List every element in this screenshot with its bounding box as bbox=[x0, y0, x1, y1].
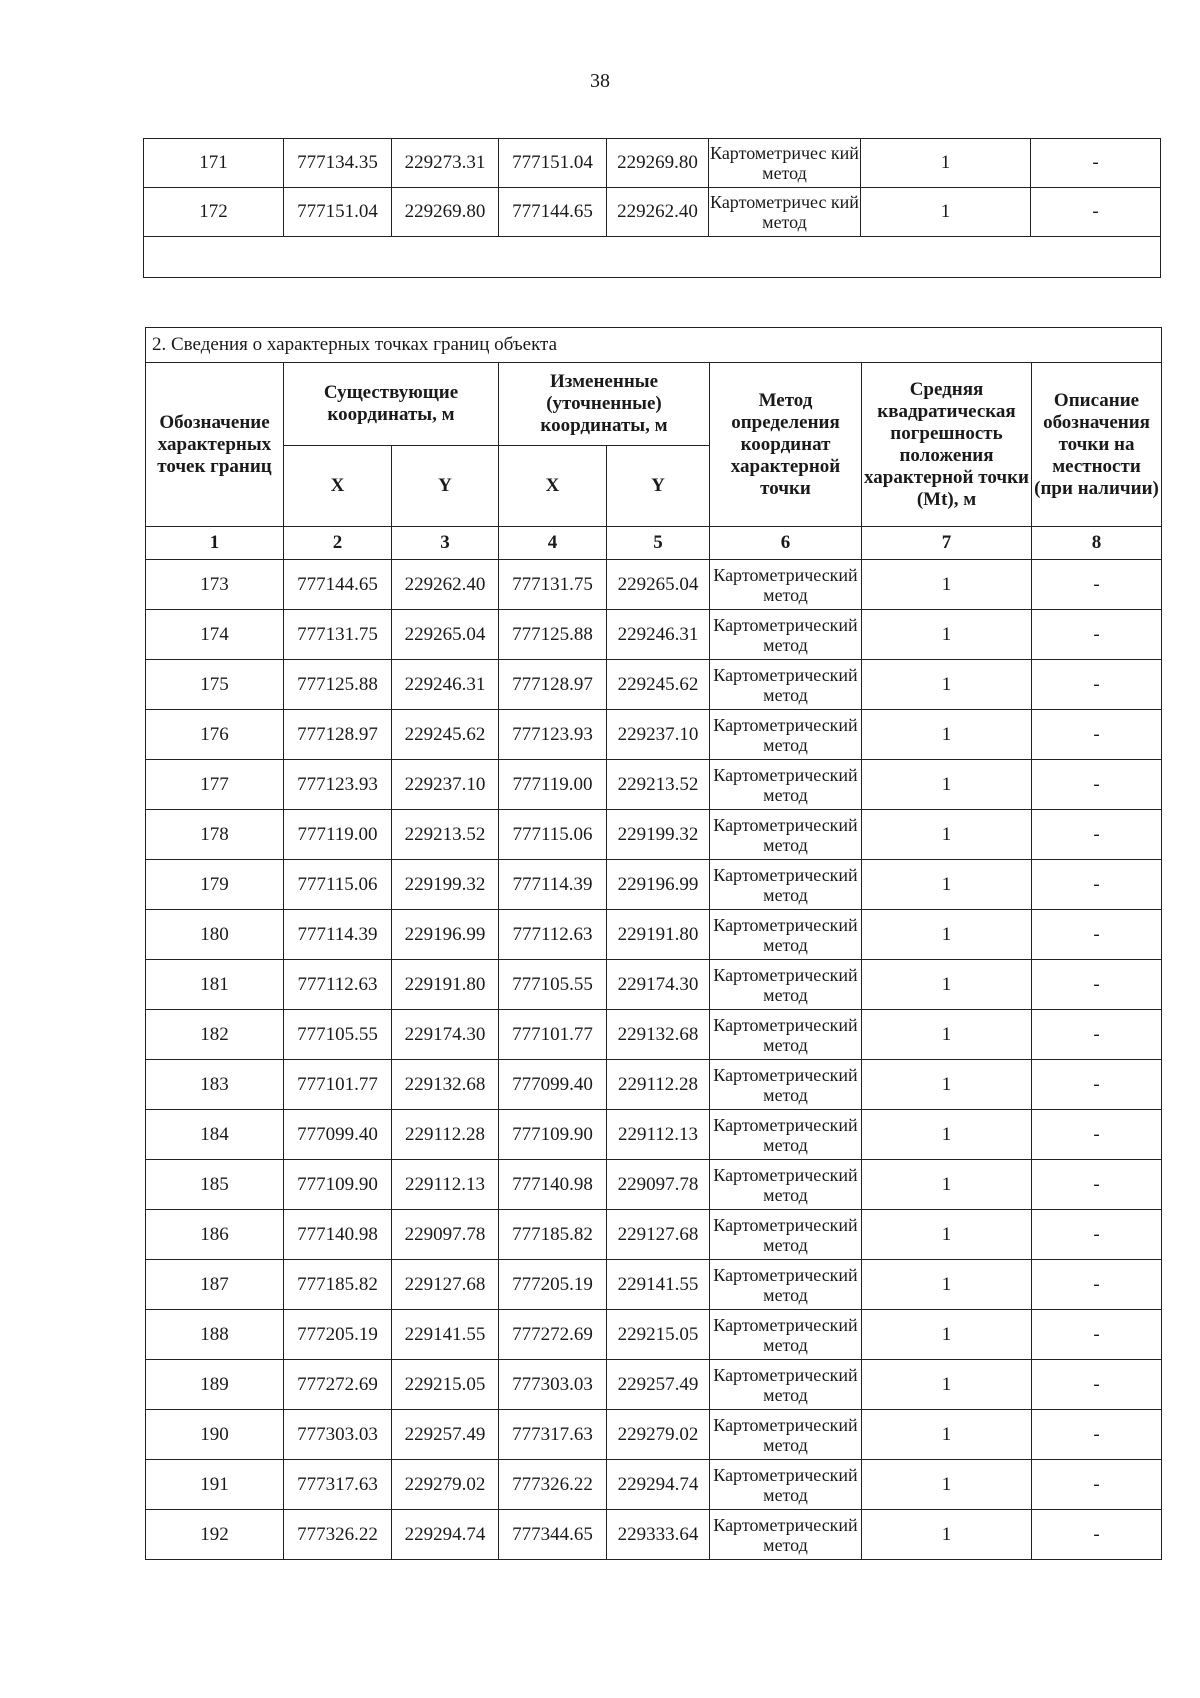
column-number: 3 bbox=[392, 527, 499, 560]
point-id-cell: 187 bbox=[146, 1260, 284, 1310]
changed-y-cell: 229333.64 bbox=[607, 1510, 710, 1560]
table-row bbox=[146, 860, 1162, 910]
description-cell: - bbox=[1032, 1260, 1162, 1310]
point-id-cell: 190 bbox=[146, 1410, 284, 1460]
method-cell: Картометрический метод bbox=[710, 960, 862, 1010]
header-changed-x: X bbox=[499, 446, 607, 527]
description-cell: - bbox=[1032, 1360, 1162, 1410]
existing-x-cell: 777205.19 bbox=[284, 1310, 392, 1360]
existing-y-cell: 229191.80 bbox=[392, 960, 499, 1010]
accuracy-cell: 1 bbox=[862, 710, 1032, 760]
description-cell: - bbox=[1032, 1160, 1162, 1210]
accuracy-cell: 1 bbox=[862, 1510, 1032, 1560]
changed-y-cell: 229265.04 bbox=[607, 560, 710, 610]
accuracy-cell: 1 bbox=[862, 1010, 1032, 1060]
method-cell: Картометрический метод bbox=[710, 1010, 862, 1060]
changed-y-cell: 229112.13 bbox=[607, 1110, 710, 1160]
changed-x-cell: 777128.97 bbox=[499, 660, 607, 710]
description-cell: - bbox=[1032, 1010, 1162, 1060]
existing-y-cell: 229273.31 bbox=[392, 139, 499, 188]
accuracy-cell: 1 bbox=[862, 810, 1032, 860]
existing-x-cell: 777119.00 bbox=[284, 810, 392, 860]
point-id-cell: 178 bbox=[146, 810, 284, 860]
existing-x-cell: 777112.63 bbox=[284, 960, 392, 1010]
description-cell: - bbox=[1032, 1210, 1162, 1260]
changed-x-cell: 777105.55 bbox=[499, 960, 607, 1010]
changed-x-cell: 777099.40 bbox=[499, 1060, 607, 1110]
existing-x-cell: 777151.04 bbox=[284, 188, 392, 237]
description-cell: - bbox=[1032, 860, 1162, 910]
empty-row bbox=[144, 237, 1161, 278]
changed-y-cell: 229245.62 bbox=[607, 660, 710, 710]
existing-x-cell: 777303.03 bbox=[284, 1410, 392, 1460]
header-existing-y: Y bbox=[392, 446, 499, 527]
method-cell: Картометрический метод bbox=[710, 710, 862, 760]
method-cell: Картометрический метод bbox=[710, 910, 862, 960]
changed-x-cell: 777272.69 bbox=[499, 1310, 607, 1360]
existing-x-cell: 777317.63 bbox=[284, 1460, 392, 1510]
changed-x-cell: 777125.88 bbox=[499, 610, 607, 660]
section-title: 2. Сведения о характерных точках границ объекта bbox=[146, 328, 1162, 363]
accuracy-cell: 1 bbox=[862, 660, 1032, 710]
existing-x-cell: 777105.55 bbox=[284, 1010, 392, 1060]
existing-x-cell: 777125.88 bbox=[284, 660, 392, 710]
existing-y-cell: 229132.68 bbox=[392, 1060, 499, 1110]
changed-x-cell: 777326.22 bbox=[499, 1460, 607, 1510]
existing-y-cell: 229141.55 bbox=[392, 1310, 499, 1360]
table-row bbox=[146, 1460, 1162, 1510]
changed-y-cell: 229262.40 bbox=[607, 188, 709, 237]
table-row bbox=[146, 710, 1162, 760]
existing-y-cell: 229269.80 bbox=[392, 188, 499, 237]
changed-y-cell: 229174.30 bbox=[607, 960, 710, 1010]
point-id-cell: 174 bbox=[146, 610, 284, 660]
existing-y-cell: 229294.74 bbox=[392, 1510, 499, 1560]
changed-x-cell: 777112.63 bbox=[499, 910, 607, 960]
accuracy-cell: 1 bbox=[862, 1310, 1032, 1360]
accuracy-cell: 1 bbox=[862, 960, 1032, 1010]
header-description: Описание обозначения точки на местности (при наличии) bbox=[1032, 363, 1162, 527]
accuracy-cell: 1 bbox=[862, 1410, 1032, 1460]
point-id-cell: 172 bbox=[144, 188, 284, 237]
column-number: 1 bbox=[146, 527, 284, 560]
changed-x-cell: 777114.39 bbox=[499, 860, 607, 910]
changed-x-cell: 777344.65 bbox=[499, 1510, 607, 1560]
existing-x-cell: 777123.93 bbox=[284, 760, 392, 810]
existing-y-cell: 229279.02 bbox=[392, 1460, 499, 1510]
table-row bbox=[144, 188, 1161, 237]
existing-x-cell: 777131.75 bbox=[284, 610, 392, 660]
existing-x-cell: 777134.35 bbox=[284, 139, 392, 188]
changed-x-cell: 777185.82 bbox=[499, 1210, 607, 1260]
point-id-cell: 182 bbox=[146, 1010, 284, 1060]
accuracy-cell: 1 bbox=[862, 1460, 1032, 1510]
method-cell: Картометрический метод bbox=[710, 810, 862, 860]
method-cell: Картометрический метод bbox=[710, 660, 862, 710]
point-id-cell: 171 bbox=[144, 139, 284, 188]
method-cell: Картометрический метод bbox=[710, 1310, 862, 1360]
description-cell: - bbox=[1032, 1410, 1162, 1460]
changed-y-cell: 229112.28 bbox=[607, 1060, 710, 1110]
point-id-cell: 175 bbox=[146, 660, 284, 710]
existing-x-cell: 777185.82 bbox=[284, 1260, 392, 1310]
page-number: 38 bbox=[590, 70, 610, 92]
existing-x-cell: 777144.65 bbox=[284, 560, 392, 610]
method-cell: Картометрический метод bbox=[710, 1510, 862, 1560]
method-cell: Картометрический метод bbox=[710, 1160, 862, 1210]
method-cell: Картометрический метод bbox=[710, 860, 862, 910]
table-row bbox=[146, 1110, 1162, 1160]
table-row bbox=[146, 810, 1162, 860]
point-id-cell: 191 bbox=[146, 1460, 284, 1510]
method-cell: Картометрический метод bbox=[710, 1260, 862, 1310]
method-cell: Картометрический метод bbox=[710, 1210, 862, 1260]
header-existing-x: X bbox=[284, 446, 392, 527]
changed-y-cell: 229269.80 bbox=[607, 139, 709, 188]
method-cell: Картометрический метод bbox=[710, 1360, 862, 1410]
table-row bbox=[146, 760, 1162, 810]
changed-x-cell: 777109.90 bbox=[499, 1110, 607, 1160]
method-cell: Картометрический метод bbox=[710, 760, 862, 810]
accuracy-cell: 1 bbox=[861, 139, 1031, 188]
table-row bbox=[146, 1410, 1162, 1460]
point-id-cell: 184 bbox=[146, 1110, 284, 1160]
accuracy-cell: 1 bbox=[862, 1160, 1032, 1210]
method-cell: Картометричес кий метод bbox=[709, 139, 861, 188]
existing-y-cell: 229174.30 bbox=[392, 1010, 499, 1060]
changed-y-cell: 229199.32 bbox=[607, 810, 710, 860]
table-row bbox=[146, 1060, 1162, 1110]
existing-y-cell: 229196.99 bbox=[392, 910, 499, 960]
description-cell: - bbox=[1032, 1460, 1162, 1510]
changed-y-cell: 229246.31 bbox=[607, 610, 710, 660]
point-id-cell: 189 bbox=[146, 1360, 284, 1410]
description-cell: - bbox=[1032, 810, 1162, 860]
header-method: Метод определения координат характерной точки bbox=[710, 363, 862, 527]
changed-y-cell: 229279.02 bbox=[607, 1410, 710, 1460]
changed-x-cell: 777123.93 bbox=[499, 710, 607, 760]
existing-y-cell: 229257.49 bbox=[392, 1410, 499, 1460]
accuracy-cell: 1 bbox=[862, 1260, 1032, 1310]
description-cell: - bbox=[1032, 1060, 1162, 1110]
changed-x-cell: 777317.63 bbox=[499, 1410, 607, 1460]
accuracy-cell: 1 bbox=[862, 1060, 1032, 1110]
accuracy-cell: 1 bbox=[862, 1210, 1032, 1260]
changed-y-cell: 229237.10 bbox=[607, 710, 710, 760]
existing-y-cell: 229213.52 bbox=[392, 810, 499, 860]
column-numbers-row bbox=[146, 527, 1162, 560]
method-cell: Картометрический метод bbox=[710, 1060, 862, 1110]
description-cell: - bbox=[1032, 910, 1162, 960]
changed-y-cell: 229127.68 bbox=[607, 1210, 710, 1260]
existing-y-cell: 229097.78 bbox=[392, 1210, 499, 1260]
existing-y-cell: 229246.31 bbox=[392, 660, 499, 710]
point-id-cell: 183 bbox=[146, 1060, 284, 1110]
changed-y-cell: 229141.55 bbox=[607, 1260, 710, 1310]
boundary-points-table bbox=[145, 327, 1162, 1560]
description-cell: - bbox=[1031, 188, 1161, 237]
point-id-cell: 180 bbox=[146, 910, 284, 960]
point-id-cell: 188 bbox=[146, 1310, 284, 1360]
existing-x-cell: 777115.06 bbox=[284, 860, 392, 910]
point-id-cell: 186 bbox=[146, 1210, 284, 1260]
method-cell: Картометричес кий метод bbox=[709, 188, 861, 237]
existing-y-cell: 229245.62 bbox=[392, 710, 499, 760]
accuracy-cell: 1 bbox=[862, 910, 1032, 960]
changed-y-cell: 229196.99 bbox=[607, 860, 710, 910]
column-number: 5 bbox=[607, 527, 710, 560]
header-changed-y: Y bbox=[607, 446, 710, 527]
column-number: 4 bbox=[499, 527, 607, 560]
point-id-cell: 176 bbox=[146, 710, 284, 760]
accuracy-cell: 1 bbox=[861, 188, 1031, 237]
column-number: 2 bbox=[284, 527, 392, 560]
description-cell: - bbox=[1032, 1110, 1162, 1160]
point-id-cell: 179 bbox=[146, 860, 284, 910]
table-row bbox=[146, 610, 1162, 660]
description-cell: - bbox=[1032, 610, 1162, 660]
existing-y-cell: 229127.68 bbox=[392, 1260, 499, 1310]
existing-y-cell: 229237.10 bbox=[392, 760, 499, 810]
table-row bbox=[146, 1210, 1162, 1260]
table-row bbox=[144, 139, 1161, 188]
accuracy-cell: 1 bbox=[862, 860, 1032, 910]
changed-y-cell: 229132.68 bbox=[607, 1010, 710, 1060]
changed-x-cell: 777101.77 bbox=[499, 1010, 607, 1060]
changed-x-cell: 777131.75 bbox=[499, 560, 607, 610]
existing-x-cell: 777109.90 bbox=[284, 1160, 392, 1210]
column-number: 7 bbox=[862, 527, 1032, 560]
changed-y-cell: 229215.05 bbox=[607, 1310, 710, 1360]
table-row bbox=[146, 1260, 1162, 1310]
existing-y-cell: 229265.04 bbox=[392, 610, 499, 660]
changed-x-cell: 777140.98 bbox=[499, 1160, 607, 1210]
method-cell: Картометрический метод bbox=[710, 1460, 862, 1510]
description-cell: - bbox=[1031, 139, 1161, 188]
accuracy-cell: 1 bbox=[862, 1360, 1032, 1410]
changed-y-cell: 229097.78 bbox=[607, 1160, 710, 1210]
column-number: 8 bbox=[1032, 527, 1162, 560]
changed-x-cell: 777151.04 bbox=[499, 139, 607, 188]
description-cell: - bbox=[1032, 960, 1162, 1010]
method-cell: Картометрический метод bbox=[710, 610, 862, 660]
changed-x-cell: 777303.03 bbox=[499, 1360, 607, 1410]
changed-y-cell: 229191.80 bbox=[607, 910, 710, 960]
header-existing-coordinates: Существующие координаты, м bbox=[284, 363, 499, 446]
existing-y-cell: 229215.05 bbox=[392, 1360, 499, 1410]
description-cell: - bbox=[1032, 710, 1162, 760]
table-row bbox=[146, 1010, 1162, 1060]
existing-x-cell: 777128.97 bbox=[284, 710, 392, 760]
existing-y-cell: 229199.32 bbox=[392, 860, 499, 910]
existing-y-cell: 229112.28 bbox=[392, 1110, 499, 1160]
accuracy-cell: 1 bbox=[862, 760, 1032, 810]
changed-x-cell: 777144.65 bbox=[499, 188, 607, 237]
table-row bbox=[146, 1160, 1162, 1210]
table-row bbox=[146, 960, 1162, 1010]
point-id-cell: 177 bbox=[146, 760, 284, 810]
description-cell: - bbox=[1032, 1310, 1162, 1360]
point-id-cell: 173 bbox=[146, 560, 284, 610]
description-cell: - bbox=[1032, 560, 1162, 610]
table-row bbox=[146, 1310, 1162, 1360]
changed-x-cell: 777119.00 bbox=[499, 760, 607, 810]
table-row bbox=[146, 660, 1162, 710]
table-row bbox=[146, 1360, 1162, 1410]
table-row bbox=[146, 1510, 1162, 1560]
table-row bbox=[146, 560, 1162, 610]
description-cell: - bbox=[1032, 760, 1162, 810]
accuracy-cell: 1 bbox=[862, 1110, 1032, 1160]
changed-y-cell: 229257.49 bbox=[607, 1360, 710, 1410]
header-accuracy: Средняя квадратическая погрешность положения характерной точки (Mt), м bbox=[862, 363, 1032, 527]
method-cell: Картометрический метод bbox=[710, 1410, 862, 1460]
method-cell: Картометрический метод bbox=[710, 1110, 862, 1160]
point-id-cell: 181 bbox=[146, 960, 284, 1010]
method-cell: Картометрический метод bbox=[710, 560, 862, 610]
continuation-table bbox=[143, 138, 1161, 278]
point-id-cell: 192 bbox=[146, 1510, 284, 1560]
header-designation: Обозначение характерных точек границ bbox=[146, 363, 284, 527]
existing-x-cell: 777101.77 bbox=[284, 1060, 392, 1110]
description-cell: - bbox=[1032, 660, 1162, 710]
changed-x-cell: 777205.19 bbox=[499, 1260, 607, 1310]
description-cell: - bbox=[1032, 1510, 1162, 1560]
existing-x-cell: 777326.22 bbox=[284, 1510, 392, 1560]
accuracy-cell: 1 bbox=[862, 560, 1032, 610]
point-id-cell: 185 bbox=[146, 1160, 284, 1210]
changed-y-cell: 229213.52 bbox=[607, 760, 710, 810]
changed-y-cell: 229294.74 bbox=[607, 1460, 710, 1510]
changed-x-cell: 777115.06 bbox=[499, 810, 607, 860]
existing-y-cell: 229112.13 bbox=[392, 1160, 499, 1210]
table-row bbox=[146, 910, 1162, 960]
existing-x-cell: 777272.69 bbox=[284, 1360, 392, 1410]
header-changed-coordinates: Измененные (уточненные) координаты, м bbox=[499, 363, 710, 446]
accuracy-cell: 1 bbox=[862, 610, 1032, 660]
existing-x-cell: 777140.98 bbox=[284, 1210, 392, 1260]
column-number: 6 bbox=[710, 527, 862, 560]
existing-y-cell: 229262.40 bbox=[392, 560, 499, 610]
existing-x-cell: 777099.40 bbox=[284, 1110, 392, 1160]
existing-x-cell: 777114.39 bbox=[284, 910, 392, 960]
